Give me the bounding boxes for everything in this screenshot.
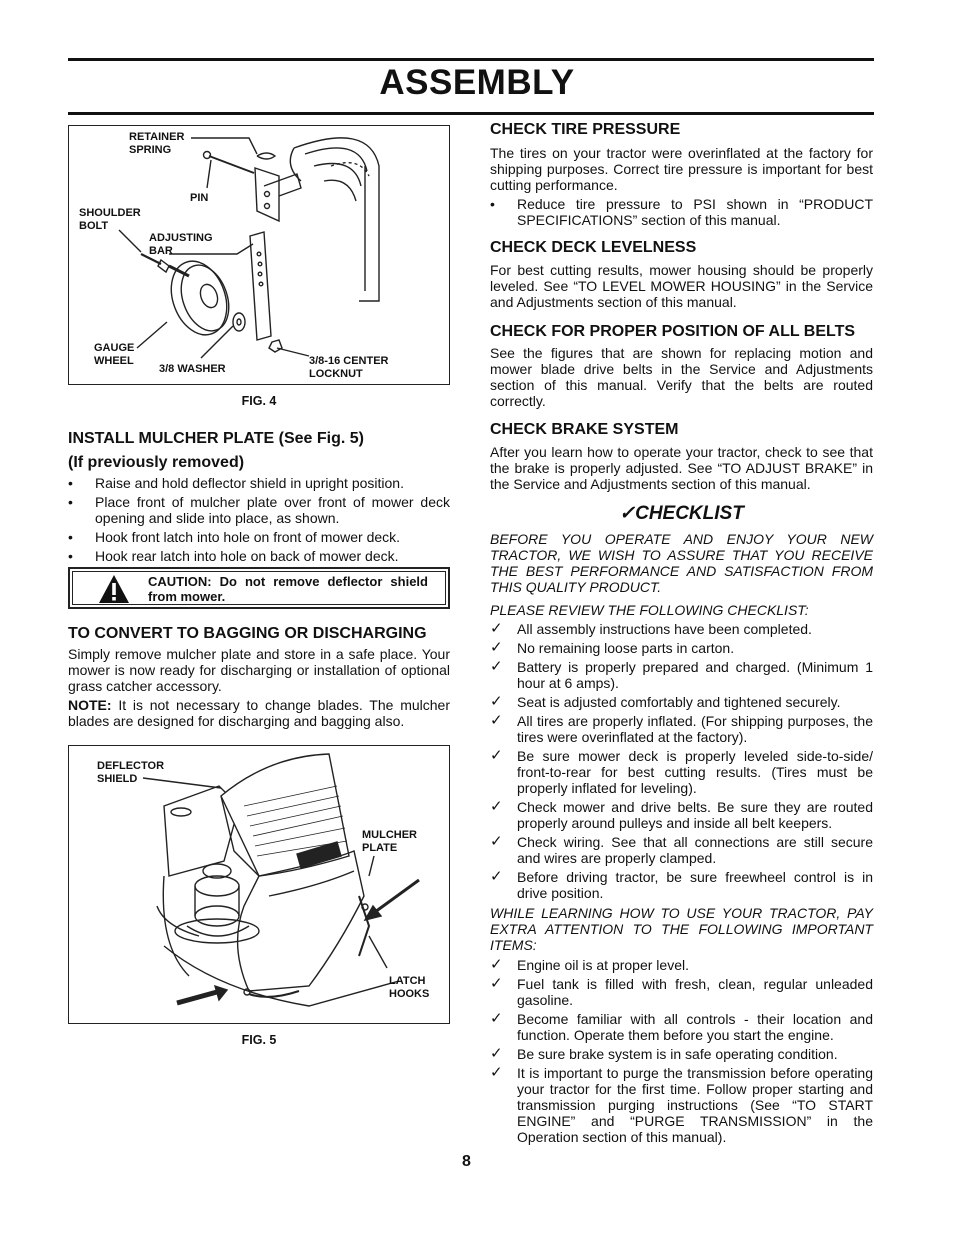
label-shoulder-bolt: SHOULDER BOLT (79, 207, 141, 232)
label-pin: PIN (190, 192, 209, 204)
brake-heading: CHECK BRAKE SYSTEM (490, 421, 679, 438)
label-gauge-wheel: GAUGE WHEEL (94, 342, 135, 367)
checklist-intro: BEFORE YOU OPERATE AND ENJOY YOUR NEW TRACTOR, WE WISH TO ASSURE THAT YOU RECEIVE THE BEST PERFORMANCE AND SATISFACTION FROM THIS QUALITY PRODUCT. (490, 531, 873, 595)
list-item: ✓ Check wiring. See that all connections are still secure and wires are properly clamped. (490, 834, 873, 866)
install-mulcher-subheading: (If previously removed) (68, 454, 245, 471)
install-mulcher-steps (68, 475, 450, 564)
list-item: • Hook rear latch into hole on back of mower deck. (68, 548, 450, 564)
belts-heading: CHECK FOR PROPER POSITION OF ALL BELTS (490, 323, 856, 340)
page-number: 8 (462, 1153, 471, 1170)
top-rule (68, 58, 874, 61)
list-item: ✓ It is important to purge the transmission before operating your tractor for the first time. Follow proper starting and transmission purging instructions (See “TO START ENGINE” and “PURGE TRANSMISSION” in the Operation section of this manual). (490, 1065, 873, 1145)
figure-4-caption: FIG. 4 (241, 394, 277, 408)
caution-text: CAUTION: Do not remove deflector shield from mower. (148, 574, 428, 604)
list-item: ✓ Check mower and drive belts. Be sure they are routed properly around pulleys and inside all belt keepers. (490, 799, 873, 831)
deck-body: For best cutting results, mower housing should be properly leveled. See “TO LEVEL MOWER HOUSING” in the Service and Adjustments section of this manual. (490, 262, 873, 310)
label-mulcher-plate: MULCHER PLATE (362, 829, 417, 854)
checklist-review: PLEASE REVIEW THE FOLLOWING CHECKLIST: (490, 602, 809, 618)
caution-box (68, 567, 450, 609)
list-item: • Hook front latch into hole on front of mower deck. (68, 529, 450, 545)
label-retainer-spring: RETAINER SPRING (129, 131, 185, 156)
title-underline (68, 112, 874, 115)
brake-body: After you learn how to operate your tractor, check to see that the brake is properly adjusted. See “TO ADJUST BRAKE” in the Service and Adjustments section of this manual. (490, 444, 873, 492)
list-item: ✓ Be sure brake system is in safe operating condition. (490, 1046, 873, 1062)
list-item: ✓ Engine oil is at proper level. (490, 957, 873, 973)
label-deflector-shield: DEFLECTOR SHIELD (97, 760, 165, 785)
list-item: ✓ All assembly instructions have been completed. (490, 621, 873, 637)
list-item: ✓ No remaining loose parts in carton. (490, 640, 873, 656)
convert-note: NOTE: It is not necessary to change blades. The mulcher blades are designed for discharging and bagging also. (68, 697, 450, 729)
figure-5 (68, 745, 450, 1024)
install-mulcher-section (68, 429, 450, 609)
label-washer: 3/8 WASHER (159, 363, 226, 375)
convert-section (68, 624, 450, 729)
checklist-items (490, 621, 873, 901)
list-item: ✓ Become familiar with all controls - their location and function. Operate them before you start the engine. (490, 1011, 873, 1043)
list-item: ✓ Seat is adjusted comfortably and tightened securely. (490, 694, 873, 710)
figure-5-caption: FIG. 5 (241, 1033, 277, 1047)
tire-bullets (490, 196, 873, 228)
warning-icon (98, 574, 130, 604)
list-item: ✓ All tires are properly inflated. (For shipping purposes, the tires were overinflated at the factory). (490, 713, 873, 745)
deck-heading: CHECK DECK LEVELNESS (490, 239, 697, 256)
checklist-items-2 (490, 957, 873, 1145)
list-item: ✓ Fuel tank is filled with fresh, clean, regular unleaded gasoline. (490, 976, 873, 1008)
list-item: • Place front of mulcher plate over front of mower deck opening and slide into place, as shown. (68, 494, 450, 526)
convert-body: Simply remove mulcher plate and store in a safe place. Your mower is now ready for discharging or installation of optional grass catcher accessory. (68, 646, 450, 694)
list-item: ✓ Before driving tractor, be sure freewheel control is in drive position. (490, 869, 873, 901)
belts-body: See the figures that are shown for replacing motion and mower blade drive belts in the Service and Adjustments section of this manual. Verify that the belts are routed correctly. (490, 345, 873, 409)
convert-heading: TO CONVERT TO BAGGING OR DISCHARGING (68, 625, 427, 642)
label-locknut: 3/8-16 CENTER LOCKNUT (309, 355, 389, 380)
tire-body: The tires on your tractor were overinflated at the factory for shipping purposes. Correct tire pressure is important for best cutting performance. (490, 145, 873, 193)
left-column (68, 125, 450, 1047)
list-item: • Reduce tire pressure to PSI shown in “PRODUCT SPECIFICATIONS” section of this manual. (490, 196, 873, 228)
label-latch-hooks: LATCH HOOKS (389, 975, 430, 1000)
checklist-learning: WHILE LEARNING HOW TO USE YOUR TRACTOR, PAY EXTRA ATTENTION TO THE FOLLOWING IMPORTANT ITEMS: (490, 905, 873, 953)
checklist-title: ✓CHECKLIST (619, 503, 744, 524)
right-column (490, 120, 873, 1148)
list-item: ✓ Be sure mower deck is properly leveled side-to-side/ front-to-rear for best cutting results. (Tires must be properly inflated for leveling). (490, 748, 873, 796)
install-mulcher-heading: INSTALL MULCHER PLATE (See Fig. 5) (68, 430, 365, 447)
label-adjusting-bar: ADJUSTING BAR (149, 232, 213, 257)
list-item: • Raise and hold deflector shield in upright position. (68, 475, 450, 491)
tire-heading: CHECK TIRE PRESSURE (490, 121, 681, 138)
figure-4 (68, 125, 450, 385)
list-item: ✓ Battery is properly prepared and charged. (Minimum 1 hour at 6 amps). (490, 659, 873, 691)
page-title: ASSEMBLY (379, 63, 575, 102)
